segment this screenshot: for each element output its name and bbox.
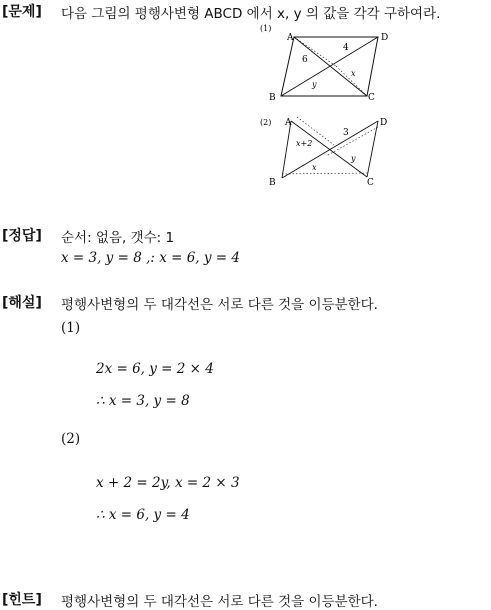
problem-text: 다음 그림의 평행사변형 ABCD 에서 x, y 의 값을 각각 구하여라. bbox=[61, 6, 441, 22]
diagonal-bd-1 bbox=[281, 37, 378, 96]
diagonal-ac-1 bbox=[294, 37, 367, 96]
line-dc-2 bbox=[367, 121, 378, 177]
problem-label: [문제] bbox=[2, 4, 42, 20]
explanation-part1-marker: (1) bbox=[61, 320, 81, 336]
fig2-vertex-b: B bbox=[269, 178, 276, 188]
answer-value: x = 3, y = 8 ,: x = 6, y = 4 bbox=[61, 250, 241, 266]
explanation-part1-line1: 2x = 6, y = 2 × 4 bbox=[96, 361, 214, 377]
fig1-vertex-d: D bbox=[381, 33, 389, 43]
fig1-vertex-c: C bbox=[368, 93, 375, 103]
explanation-part2-line2: ∴ x = 6, y = 4 bbox=[96, 507, 190, 523]
answer-meta: 순서: 없음, 갯수: 1 bbox=[61, 230, 175, 246]
dotted-guide-2b bbox=[282, 173, 367, 174]
parallelogram-figure bbox=[250, 22, 410, 192]
hint-label: [힌트] bbox=[2, 592, 42, 608]
explanation-intro: 평행사변형의 두 대각선은 서로 다른 것을 이등분한다. bbox=[61, 297, 378, 313]
fig2-seg-3: 3 bbox=[343, 128, 349, 138]
hint-text: 평행사변형의 두 대각선은 서로 다른 것을 이등분한다. bbox=[61, 594, 378, 610]
crossed-quadrilateral-2 bbox=[269, 117, 387, 188]
figure1-marker: (1) bbox=[260, 24, 272, 33]
explanation-part2-line1: x + 2 = 2y, x = 2 × 3 bbox=[96, 475, 240, 491]
explanation-label: [해설] bbox=[2, 295, 42, 311]
line-ab-2 bbox=[282, 121, 291, 178]
fig2-vertex-d: D bbox=[380, 118, 388, 128]
fig1-seg-6: 6 bbox=[302, 55, 308, 65]
explanation-part1-line2: ∴ x = 3, y = 8 bbox=[96, 393, 190, 409]
fig2-seg-x-plus-2: x+2 bbox=[296, 139, 313, 148]
fig1-seg-x: x bbox=[351, 69, 356, 78]
figure2-marker: (2) bbox=[260, 118, 272, 127]
fig2-vertex-a: A bbox=[285, 118, 292, 128]
fig1-vertex-a: A bbox=[287, 33, 294, 43]
fig1-seg-4: 4 bbox=[343, 43, 349, 53]
fig2-seg-y: y bbox=[351, 154, 356, 163]
line-db-2 bbox=[282, 121, 378, 178]
dotted-guide-2c bbox=[328, 127, 378, 155]
line-ac-2 bbox=[291, 121, 367, 177]
fig2-seg-x: x bbox=[312, 163, 317, 172]
dotted-guide-1a bbox=[294, 37, 336, 66]
fig2-vertex-c: C bbox=[367, 178, 374, 188]
explanation-part2-marker: (2) bbox=[61, 431, 81, 447]
answer-label: [정답] bbox=[2, 228, 42, 244]
fig1-vertex-b: B bbox=[269, 93, 276, 103]
fig1-seg-y: y bbox=[312, 80, 317, 89]
parallelogram-1 bbox=[269, 33, 388, 103]
